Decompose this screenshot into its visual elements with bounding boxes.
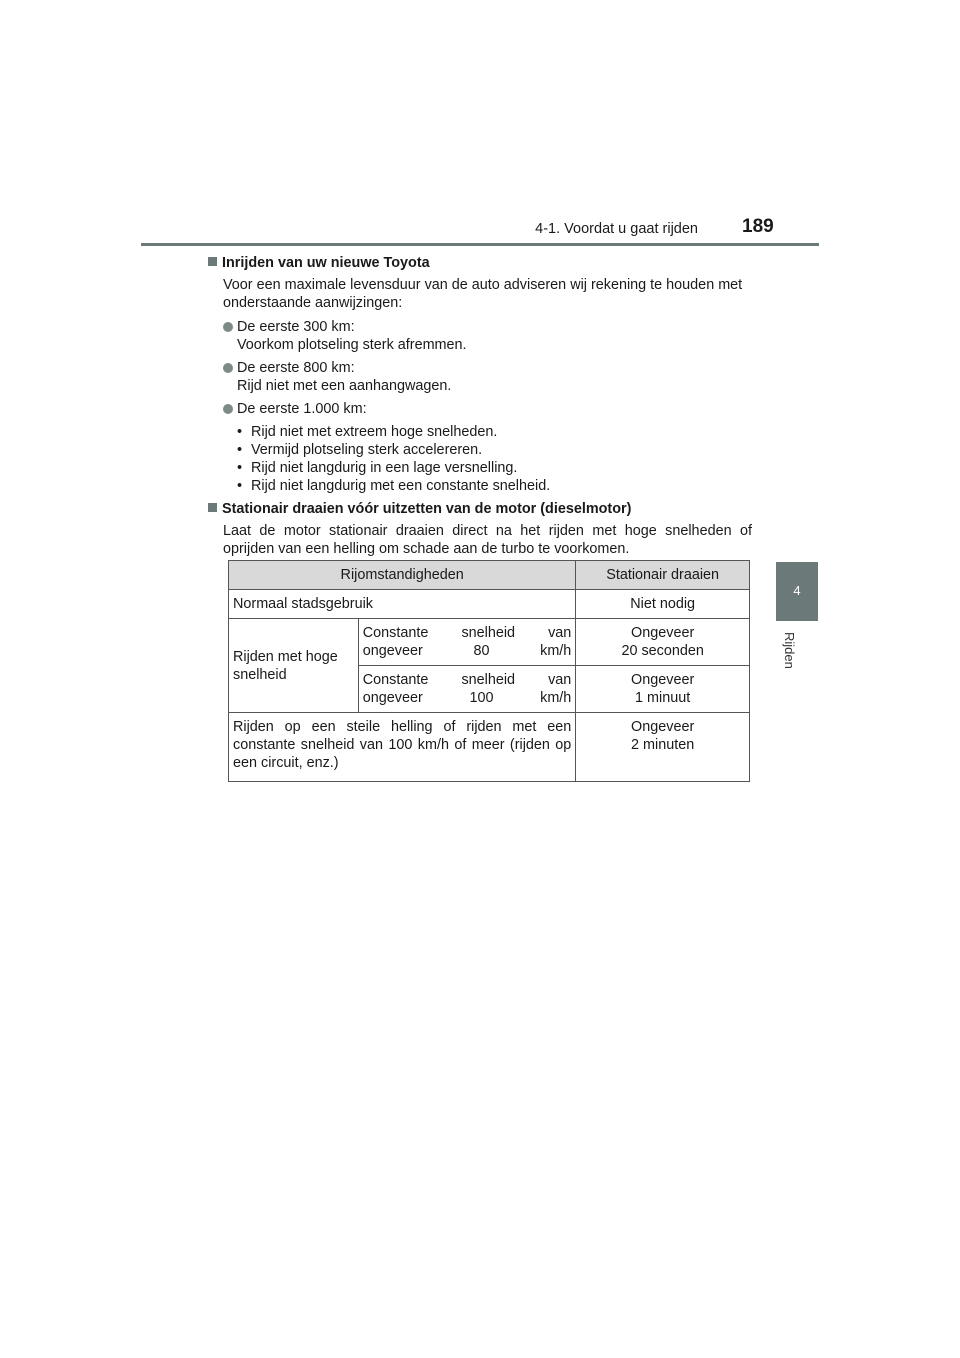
- chapter-number: 4: [793, 583, 801, 598]
- list-item-text: Voorkom plotseling sterk afremmen.: [237, 337, 467, 353]
- table-header-row: [229, 561, 750, 590]
- chapter-label-text: Rijden: [782, 632, 797, 669]
- page-header: [0, 0, 960, 250]
- list-item: [223, 318, 752, 354]
- table-cell: Rijden met hoge snelheid: [229, 619, 359, 713]
- table-cell: Normaal stadsgebruik: [229, 590, 576, 619]
- table-cell: Ongeveer 1 minuut: [576, 666, 750, 713]
- circle-bullet-icon: [223, 322, 233, 332]
- sub-list-item: • Rijd niet langdurig met een constante snelheid.: [237, 478, 551, 494]
- table-cell: Ongeveer 20 seconden: [576, 619, 750, 666]
- table-cell: Constante snelheid van ongeveer 100 km/h: [358, 666, 576, 713]
- table-header-cell: Stationair draaien: [576, 561, 750, 590]
- chapter-tab: [776, 562, 818, 621]
- list-item-title: De eerste 800 km:: [237, 360, 355, 376]
- section-heading: [208, 254, 752, 272]
- table-cell: Constante snelheid van ongeveer 80 km/h: [358, 619, 576, 666]
- section-heading: [208, 500, 752, 518]
- heading-text: Inrijden van uw nieuwe Toyota: [222, 255, 430, 271]
- table-cell: Ongeveer 2 minuten: [576, 713, 750, 782]
- list-item: [223, 359, 752, 395]
- section-title: 4-1. Voordat u gaat rijden: [535, 221, 698, 237]
- square-bullet-icon: [208, 503, 217, 512]
- sub-list-item: • Rijd niet langdurig in een lage versnelling.: [237, 460, 518, 476]
- page-content: [208, 254, 752, 558]
- header-divider: [141, 243, 819, 246]
- table-header-cell: Rijomstandigheden: [229, 561, 576, 590]
- circle-bullet-icon: [223, 363, 233, 373]
- table-row: [229, 590, 750, 619]
- sub-list: [208, 423, 752, 495]
- sub-list-item: • Rijd niet met extreem hoge snelheden.: [237, 424, 498, 440]
- circle-bullet-icon: [223, 404, 233, 414]
- sub-list-item: • Vermijd plotseling sterk accelereren.: [237, 442, 483, 458]
- paragraph: Voor een maximale levensduur van de auto adviseren wij rekening te houden met onderstaande aanwijzingen:: [223, 277, 743, 311]
- paragraph: Laat de motor stationair draaien direct na het rijden met hoge snelheden of oprijden van een helling om schade aan de turbo te voorkomen.: [223, 523, 752, 557]
- list-item-title: De eerste 1.000 km:: [237, 401, 367, 417]
- list-item-title: De eerste 300 km:: [237, 319, 355, 335]
- chapter-label: [783, 632, 811, 692]
- table-row: [229, 713, 750, 782]
- list-item: [223, 400, 752, 418]
- square-bullet-icon: [208, 257, 217, 266]
- list-item-text: Rijd niet met een aanhangwagen.: [237, 378, 452, 394]
- heading-text: Stationair draaien vóór uitzetten van de motor (dieselmotor): [222, 501, 632, 517]
- table-cell: Niet nodig: [576, 590, 750, 619]
- table-cell: Rijden op een steile helling of rijden met een constante snelheid van 100 km/h of meer (rijden op een circuit, enz.): [229, 713, 576, 782]
- idle-time-table: [228, 560, 750, 782]
- page-number: 189: [742, 216, 774, 237]
- table-row: [229, 619, 750, 666]
